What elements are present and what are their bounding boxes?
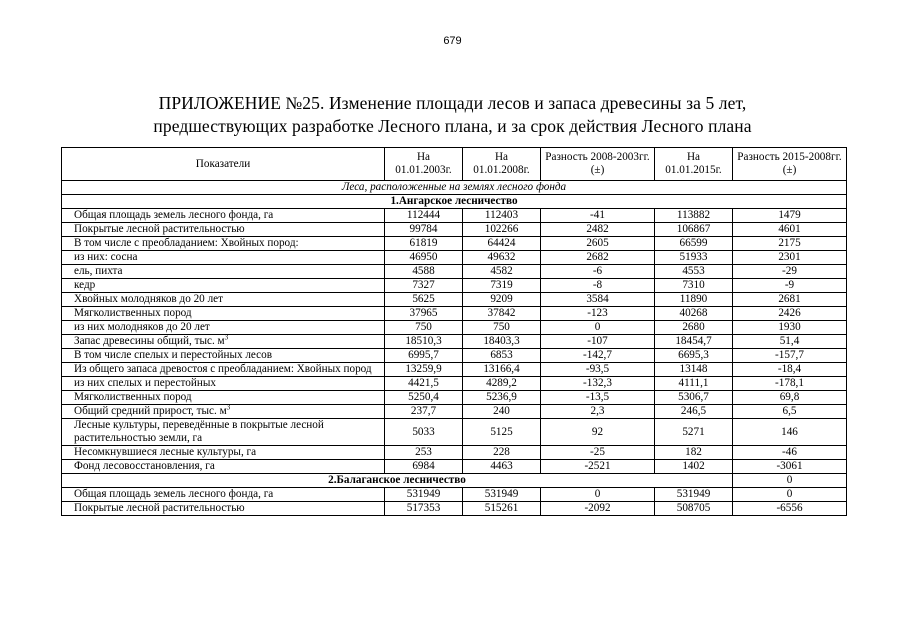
value-cell: 7319 [463, 279, 541, 293]
value-cell: 4588 [385, 265, 463, 279]
row-label: В том числе с преобладанием: Хвойных пород: [74, 237, 299, 249]
value-cell: -132,3 [541, 377, 655, 391]
value-cell: -157,7 [733, 349, 847, 363]
value-cell: 2605 [541, 237, 655, 251]
value-cell: 750 [463, 321, 541, 335]
value-cell: 5250,4 [385, 391, 463, 405]
row-label-cell [62, 293, 385, 307]
value-cell: 112403 [463, 209, 541, 223]
unit-superscript: 3 [226, 403, 231, 412]
value-cell: -25 [541, 446, 655, 460]
value-cell: 4463 [463, 460, 541, 474]
value-cell: 64424 [463, 237, 541, 251]
value-cell: 5033 [385, 419, 463, 446]
value-cell: -123 [541, 307, 655, 321]
forestry-header-row [62, 195, 847, 209]
forestry-extra-value: 0 [733, 474, 847, 488]
value-cell: 1402 [655, 460, 733, 474]
value-cell: 5271 [655, 419, 733, 446]
value-cell: -29 [733, 265, 847, 279]
page-title [60, 92, 845, 138]
value-cell: 4111,1 [655, 377, 733, 391]
value-cell: 18510,3 [385, 335, 463, 349]
value-cell: -6 [541, 265, 655, 279]
value-cell: 66599 [655, 237, 733, 251]
value-cell: 517353 [385, 502, 463, 516]
value-cell: 1479 [733, 209, 847, 223]
row-label-cell [62, 321, 385, 335]
row-label: из них: сосна [74, 251, 138, 263]
value-cell: 246,5 [655, 405, 733, 419]
row-label: Мягколиственных пород [74, 307, 192, 319]
value-cell: 1930 [733, 321, 847, 335]
value-cell: 18403,3 [463, 335, 541, 349]
value-cell: 240 [463, 405, 541, 419]
value-cell: 5236,9 [463, 391, 541, 405]
title-line-2: предшествующих разработке Лесного плана, и за срок действия Лесного плана [153, 116, 752, 136]
value-cell: 6695,3 [655, 349, 733, 363]
table-row [62, 502, 847, 516]
value-cell: 750 [385, 321, 463, 335]
table-row [62, 377, 847, 391]
value-cell: 49632 [463, 251, 541, 265]
row-label: Общая площадь земель лесного фонда, га [74, 209, 274, 221]
value-cell: 5625 [385, 293, 463, 307]
value-cell: 13259,9 [385, 363, 463, 377]
value-cell: 2426 [733, 307, 847, 321]
value-cell: 37842 [463, 307, 541, 321]
value-cell: 237,7 [385, 405, 463, 419]
value-cell: 146 [733, 419, 847, 446]
value-cell: -46 [733, 446, 847, 460]
row-label: из них спелых и перестойных [74, 377, 216, 389]
value-cell: 0 [733, 488, 847, 502]
value-cell: 37965 [385, 307, 463, 321]
value-cell: 106867 [655, 223, 733, 237]
section-title: Леса, расположенные на землях лесного фонда [62, 181, 847, 195]
row-label-cell [62, 237, 385, 251]
value-cell: 13148 [655, 363, 733, 377]
row-label: Покрытые лесной растительностью [74, 223, 245, 235]
table-row [62, 223, 847, 237]
value-cell: 531949 [463, 488, 541, 502]
row-label-cell [62, 377, 385, 391]
value-cell: -18,4 [733, 363, 847, 377]
value-cell: -2092 [541, 502, 655, 516]
value-cell: 6853 [463, 349, 541, 363]
section-row [62, 181, 847, 195]
value-cell: -178,1 [733, 377, 847, 391]
value-cell: 2680 [655, 321, 733, 335]
row-label: Общий средний прирост, тыс. м [74, 405, 227, 417]
value-cell: -93,5 [541, 363, 655, 377]
row-label-cell [62, 460, 385, 474]
row-label-cell [62, 488, 385, 502]
value-cell: 0 [541, 488, 655, 502]
table-row [62, 460, 847, 474]
table-row [62, 307, 847, 321]
value-cell: 2175 [733, 237, 847, 251]
value-cell: 7310 [655, 279, 733, 293]
row-label-cell [62, 251, 385, 265]
row-label-cell [62, 363, 385, 377]
table-row [62, 335, 847, 349]
row-label-cell [62, 307, 385, 321]
table-row [62, 265, 847, 279]
row-label: ель, пихта [74, 265, 123, 277]
value-cell: 4601 [733, 223, 847, 237]
value-cell: 4421,5 [385, 377, 463, 391]
value-cell: -8 [541, 279, 655, 293]
value-cell: 7327 [385, 279, 463, 293]
unit-superscript: 3 [224, 333, 229, 342]
header-2015: На 01.01.2015г. [655, 148, 733, 181]
value-cell: -6556 [733, 502, 847, 516]
row-label-cell [62, 502, 385, 516]
table-row [62, 363, 847, 377]
value-cell: 6984 [385, 460, 463, 474]
row-label: Мягколиственных пород [74, 391, 192, 403]
row-label-cell [62, 209, 385, 223]
row-label-cell [62, 335, 385, 349]
row-label-cell [62, 223, 385, 237]
value-cell: 2682 [541, 251, 655, 265]
value-cell: 113882 [655, 209, 733, 223]
header-diff-2015-2008: Разность 2015-2008гг. (±) [733, 148, 847, 181]
value-cell: 51933 [655, 251, 733, 265]
value-cell: 9209 [463, 293, 541, 307]
table-row [62, 279, 847, 293]
title-line-1: ПРИЛОЖЕНИЕ №25. Изменение площади лесов и запаса древесины за 5 лет, [158, 93, 747, 113]
row-label: Фонд лесовосстановления, га [74, 460, 215, 472]
table-row [62, 488, 847, 502]
value-cell: 112444 [385, 209, 463, 223]
value-cell: 92 [541, 419, 655, 446]
row-label: Лесные культуры, переведённые в покрытые лесной растительностью земли, га [74, 419, 324, 444]
value-cell: 2,3 [541, 405, 655, 419]
table-row [62, 251, 847, 265]
value-cell: 2482 [541, 223, 655, 237]
table-row [62, 419, 847, 446]
value-cell: 2681 [733, 293, 847, 307]
value-cell: 6995,7 [385, 349, 463, 363]
table-row [62, 391, 847, 405]
header-diff-2008-2003: Разность 2008-2003гг. (±) [541, 148, 655, 181]
row-label-cell [62, 405, 385, 419]
value-cell: -107 [541, 335, 655, 349]
forestry-title: 1.Ангарское лесничество [62, 195, 847, 209]
value-cell: 4553 [655, 265, 733, 279]
value-cell: 5306,7 [655, 391, 733, 405]
header-indicators: Показатели [62, 148, 385, 181]
value-cell: 6,5 [733, 405, 847, 419]
row-label-cell [62, 419, 385, 446]
value-cell: 69,8 [733, 391, 847, 405]
value-cell: 99784 [385, 223, 463, 237]
table-header-row [62, 148, 847, 181]
value-cell: -3061 [733, 460, 847, 474]
value-cell: 515261 [463, 502, 541, 516]
value-cell: -13,5 [541, 391, 655, 405]
value-cell: 228 [463, 446, 541, 460]
header-2008: На 01.01.2008г. [463, 148, 541, 181]
value-cell: -9 [733, 279, 847, 293]
value-cell: 102266 [463, 223, 541, 237]
value-cell: 3584 [541, 293, 655, 307]
value-cell: 61819 [385, 237, 463, 251]
page-number: 679 [443, 35, 462, 47]
table-row [62, 405, 847, 419]
value-cell: -142,7 [541, 349, 655, 363]
row-label: Хвойных молодняков до 20 лет [74, 293, 224, 305]
row-label-cell [62, 279, 385, 293]
row-label: Из общего запаса древостоя с преобладанием: Хвойных пород [74, 363, 372, 375]
forest-change-table [61, 147, 847, 516]
row-label-cell [62, 349, 385, 363]
forestry-header-row [62, 474, 847, 488]
value-cell: 46950 [385, 251, 463, 265]
value-cell: 13166,4 [463, 363, 541, 377]
table-row [62, 237, 847, 251]
value-cell: 4289,2 [463, 377, 541, 391]
row-label: В том числе спелых и перестойных лесов [74, 349, 273, 361]
value-cell: -41 [541, 209, 655, 223]
value-cell: 5125 [463, 419, 541, 446]
row-label: из них молодняков до 20 лет [74, 321, 210, 333]
value-cell: 51,4 [733, 335, 847, 349]
row-label-cell [62, 446, 385, 460]
value-cell: 531949 [385, 488, 463, 502]
value-cell: -2521 [541, 460, 655, 474]
header-2003: На 01.01.2003г. [385, 148, 463, 181]
table-row [62, 446, 847, 460]
table-row [62, 293, 847, 307]
value-cell: 4582 [463, 265, 541, 279]
row-label-cell [62, 265, 385, 279]
value-cell: 0 [541, 321, 655, 335]
forestry-title: 2.Балаганское лесничество [62, 474, 733, 488]
value-cell: 253 [385, 446, 463, 460]
value-cell: 40268 [655, 307, 733, 321]
row-label: Запас древесины общий, тыс. м [74, 335, 225, 347]
value-cell: 2301 [733, 251, 847, 265]
table-row [62, 349, 847, 363]
value-cell: 531949 [655, 488, 733, 502]
value-cell: 18454,7 [655, 335, 733, 349]
value-cell: 508705 [655, 502, 733, 516]
row-label: Общая площадь земель лесного фонда, га [74, 488, 274, 500]
table-row [62, 209, 847, 223]
value-cell: 11890 [655, 293, 733, 307]
value-cell: 182 [655, 446, 733, 460]
row-label: Несомкнувшиеся лесные культуры, га [74, 446, 257, 458]
table-row [62, 321, 847, 335]
row-label: кедр [74, 279, 96, 291]
row-label: Покрытые лесной растительностью [74, 502, 245, 514]
row-label-cell [62, 391, 385, 405]
